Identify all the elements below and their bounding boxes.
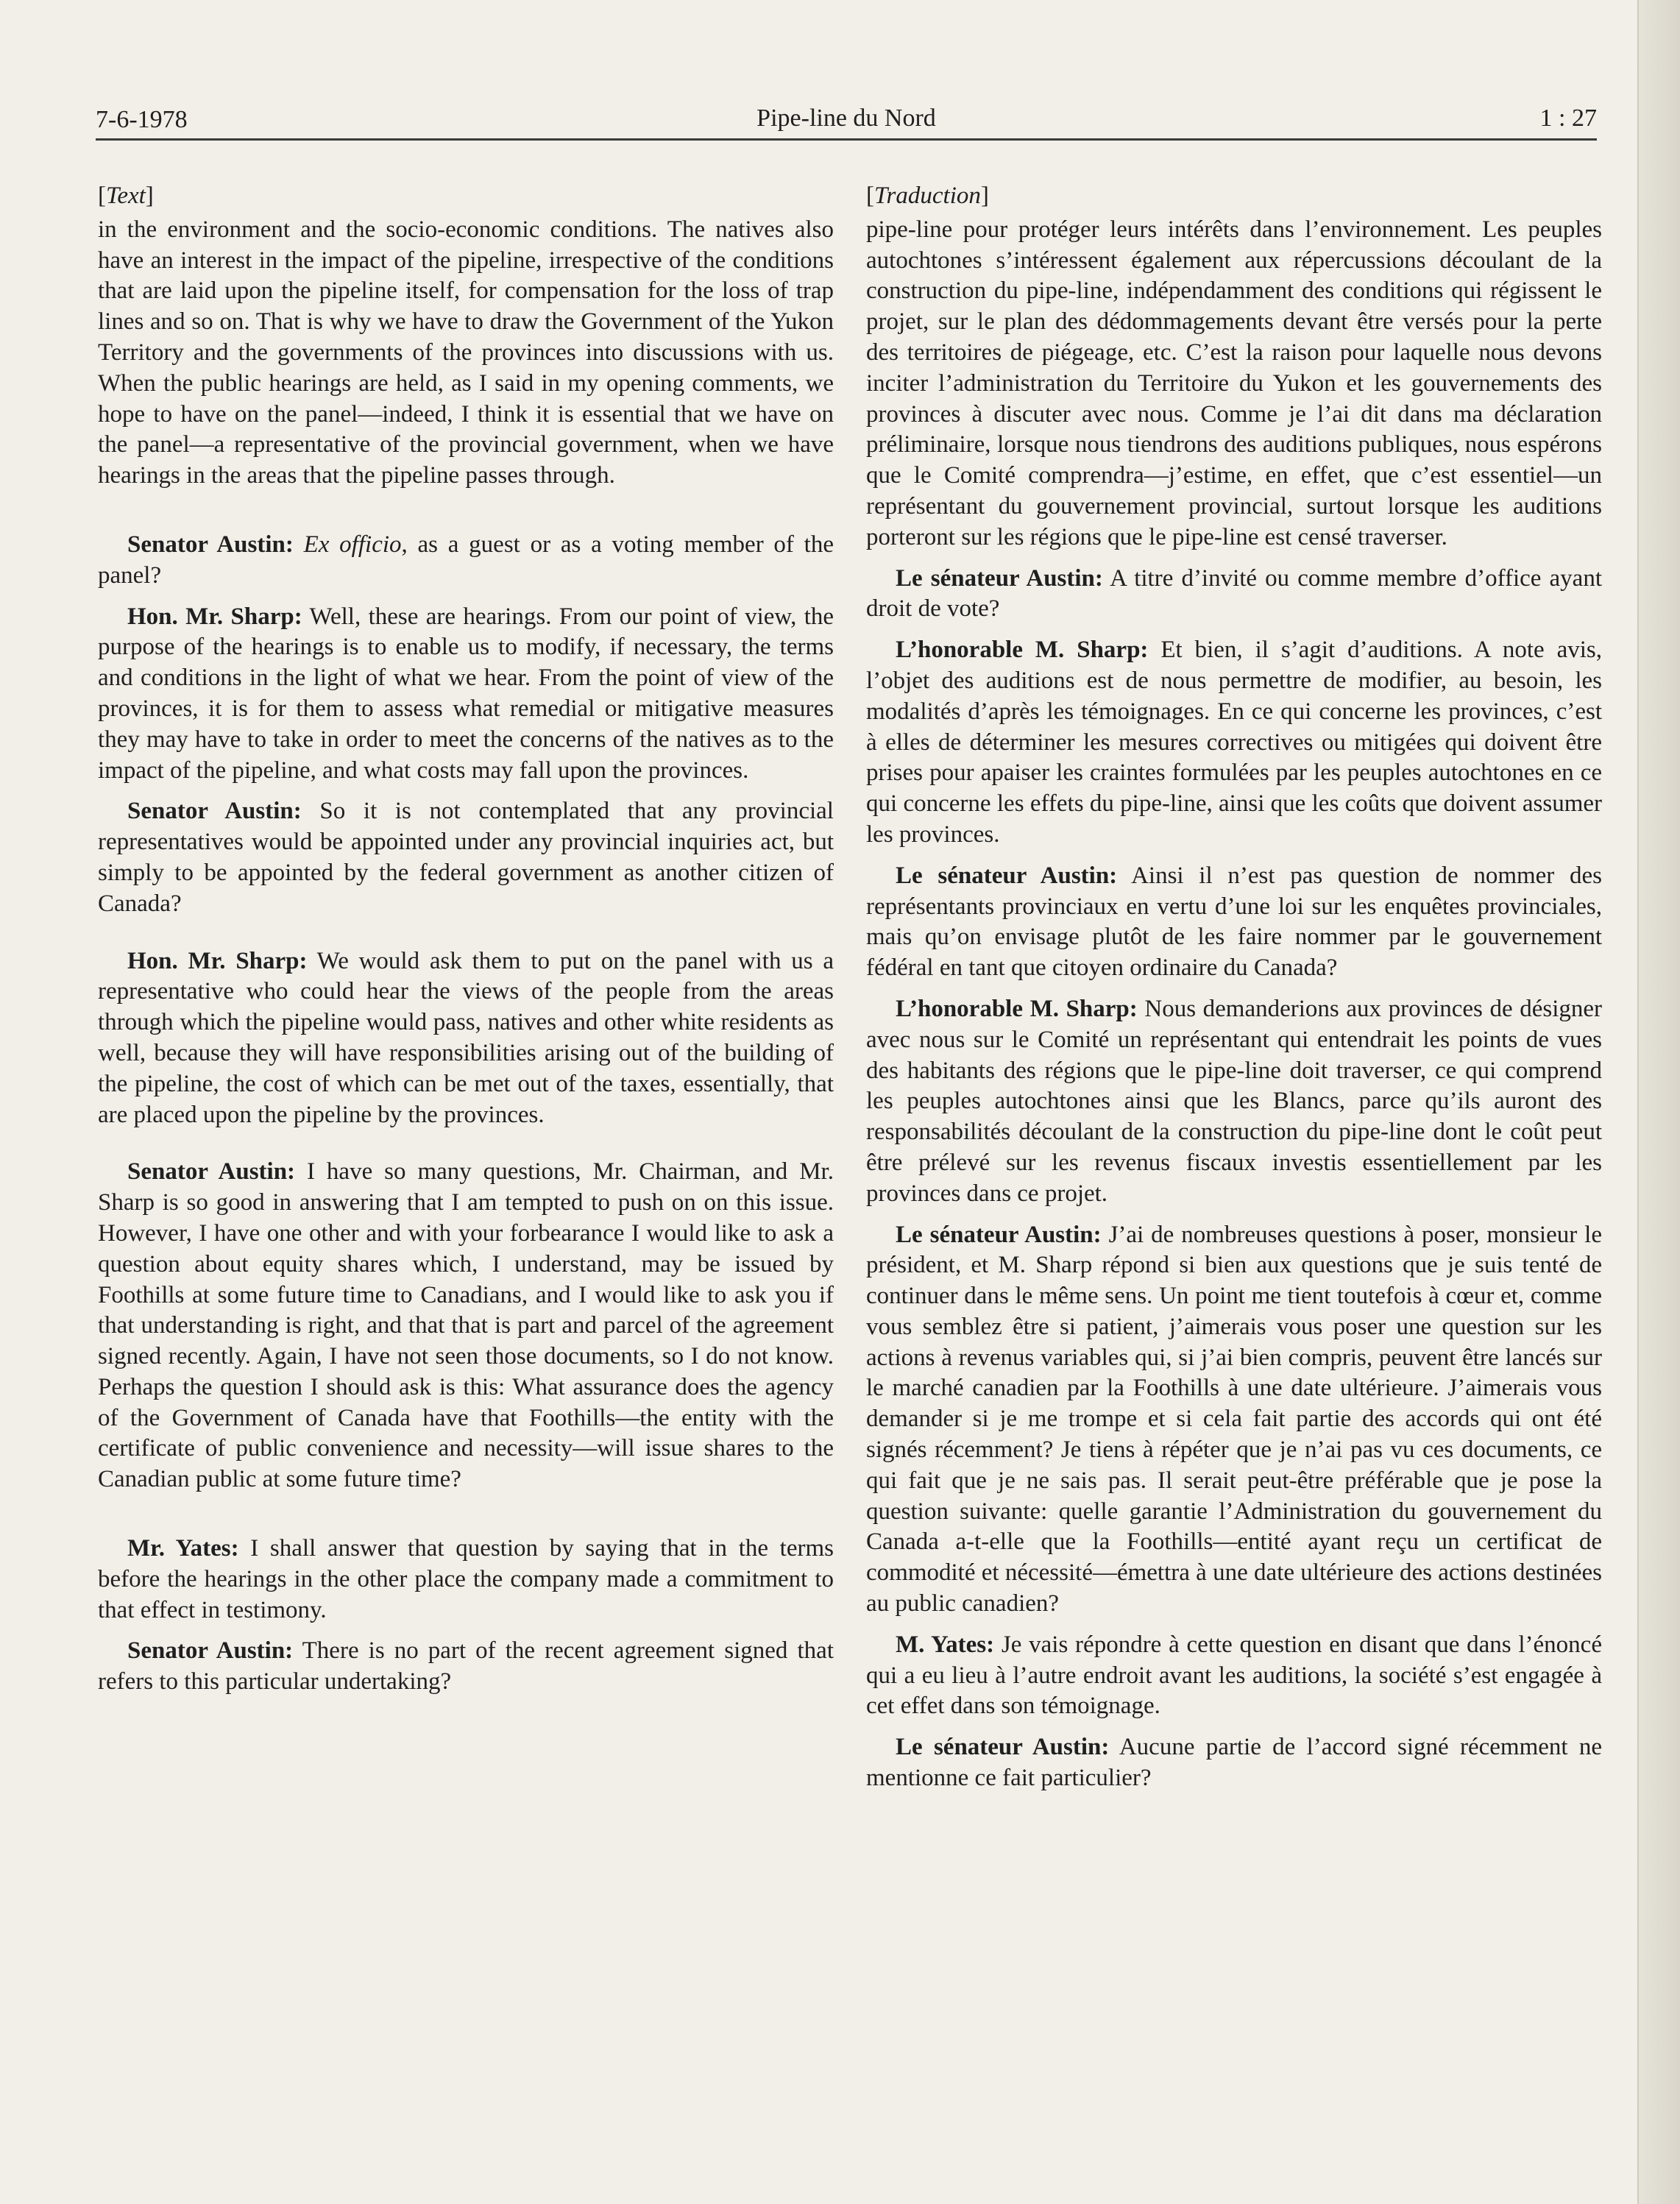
speaker-name: Senator Austin:: [127, 798, 302, 825]
speaker-name: Senator Austin:: [127, 1637, 294, 1665]
speech-paragraph: Le sénateur Austin: Aucune partie de l’accord signé récemment ne mentionne ce fait particulier?: [866, 1734, 1603, 1792]
english-column: [98, 181, 834, 1708]
header-date: 7-6-1978: [96, 106, 188, 133]
page-edge: [1637, 0, 1680, 2204]
column-label-traduction: [Traduction]: [866, 183, 989, 209]
header-page-number: 1 : 27: [1539, 104, 1597, 132]
page-header: [96, 102, 1597, 141]
speech-paragraph: Le sénateur Austin: A titre d’invité ou comme membre d’office ayant droit de vote?: [866, 564, 1602, 623]
speaker-name: Hon. Mr. Sharp:: [127, 947, 308, 974]
speaker-name: Le sénateur Austin:: [896, 1221, 1102, 1248]
speaker-name: Hon. Mr. Sharp:: [127, 603, 302, 630]
speech-paragraph: Hon. Mr. Sharp: We would ask them to put on the panel with us a representative who could hear the views of the people from the areas through which the pipeline would pass, natives and other white residents as well, because they will have responsibilities arising out of the building of the pipeline, the cost of which can be met out of the taxes, essentially, that are placed upon the pipeline by the provinces.: [98, 947, 834, 1128]
speech-paragraph: Senator Austin: So it is not contemplated that any provincial representatives would be appointed under any provincial inquiries act, but simply to be appointed by the federal government as another citizen of Canada?: [98, 798, 834, 917]
speaker-name: Senator Austin:: [127, 1158, 296, 1186]
speaker-name: M. Yates:: [896, 1631, 995, 1658]
speaker-name: Le sénateur Austin:: [896, 1734, 1110, 1761]
speech-paragraph: Senator Austin: Ex officio, as a guest or as a voting member of the panel?: [98, 531, 834, 589]
intro-paragraph: in the environment and the socio-economic conditions. The natives also have an interest in the impact of the pipeline, irrespective of the conditions that are laid upon the pipeline itself, for compensation for the loss of trap lines and so on. That is why we have to draw the Government of the Yukon Territory and the governments of the provinces into discussions with us. When the public hearings are held, as I said in my opening comments, we hope to have on the panel—indeed, I think it is essential that we have on the panel—a representative of the provincial government, when we have hearings in the areas that the pipeline passes through.: [98, 216, 834, 489]
speaker-name: L’honorable M. Sharp:: [896, 637, 1149, 664]
speech-paragraph: L’honorable M. Sharp: Nous demanderions aux provinces de désigner avec nous sur le Comité un représentant qui entendrait les points de vues des habitants des régions que le pipe-line doit traverser, ce qui comprend les peuples autochtones ainsi que les Blancs, parce qu’ils auront des responsabilités découlant de la construction du pipe-line dont le coût peut être prélevé sur les revenus fiscaux investis essentiellement par les provinces dans ce projet.: [866, 995, 1602, 1207]
speech-paragraph: Le sénateur Austin: Ainsi il n’est pas question de nommer des représentants provinciaux en vertu d’une loi sur les enquêtes provinciales, mais qu’on envisage plutôt de les faire nommer par le gouvernement fédéral en tant que citoyen ordinaire du Canada?: [866, 862, 1602, 982]
speaker-name: Senator Austin:: [127, 531, 294, 558]
speech-paragraph: Le sénateur Austin: J’ai de nombreuses questions à poser, monsieur le président, et M. Sharp répond si bien aux questions que je suis tenté de continuer dans le même sens. Un point me tient toutefois à cœur et, comme vous semblez être si patient, j’aimerais vous poser une question sur les actions à revenus variables qui, si j’ai bien compris, peuvent être lancés sur le marché canadien par la Foothills à une date ultérieure. J’aimerais vous demander si je me trompe et si cela fait partie des accords qui ont été signés récemment? Je tiens à répéter que je n’ai pas vu ces documents, ce qui fait que je ne sais pas. Il serait peut-être préférable que je pose la question suivante: quelle garantie l’Administration du gouvernement du Canada a-t-elle que la Foothills—entité ayant reçu un certificat de commodité et nécessité—émettra à une date ultérieure des actions destinées au public canadien?: [866, 1221, 1602, 1617]
speaker-name: Le sénateur Austin:: [896, 564, 1103, 592]
speaker-name: L’honorable M. Sharp:: [896, 995, 1138, 1022]
speaker-name: Mr. Yates:: [127, 1535, 239, 1562]
speech-paragraph: M. Yates: Je vais répondre à cette question en disant que dans l’énoncé qui a eu lieu à l’autre endroit avant les auditions, la société s’est engagée à cet effet dans son témoignage.: [866, 1631, 1602, 1720]
intro-paragraph: pipe-line pour protéger leurs intérêts dans l’environnement. Les peuples autochtones s’intéressent également aux répercussions découlant de la construction du pipe-line, indépendamment des conditions qui régissent le projet, sur le plan des dédommagements devant être versés pour la perte des territoires de piégeage, etc. C’est la raison pour laquelle nous devons inciter l’administration du Territoire du Yukon et les gouvernements des provinces à discuter avec nous. Comme je l’ai dit dans ma déclaration préliminaire, lorsque nous tiendrons des auditions publiques, nous espérons que le Comité comprendra—j’estime, en effet, que c’est essentiel—un représentant du gouvernement provincial, surtout lorsque les auditions porteront sur les régions que le pipe-line est censé traverser.: [866, 216, 1602, 550]
speech-paragraph: Senator Austin: I have so many questions, Mr. Chairman, and Mr. Sharp is so good in answering that I am tempted to push on on this issue. However, I have one other and with your forbearance I would like to ask a question about equity shares which, I understand, may be issued by Foothills at some future time to Canadians, and I would like to ask you if that understanding is right, and that that is part and parcel of the agreement signed recently. Again, I have not seen those documents, so I do not know. Perhaps the question I should ask is this: What assurance does the agency of the Government of Canada have that Foothills—the entity with the certificate of public convenience and necessity—will issue shares to the Canadian public at some future time?: [98, 1158, 834, 1493]
speech-paragraph: L’honorable M. Sharp: Et bien, il s’agit d’auditions. A note avis, l’objet des auditions est de nous permettre de modifier, au besoin, les modalités d’après les témoignages. En ce qui concerne les provinces, c’est à elles de déterminer les mesures correctives ou mitigées qui doivent être prises pour apaiser les craintes formulées par les peuples autochtones en ce qui concerne les effets du pipe-line, ainsi que les coûts que doivent assumer les provinces.: [866, 637, 1602, 848]
italic-term: Ex officio: [303, 531, 402, 558]
column-label-text: [Text]: [98, 183, 154, 209]
speech-paragraph: Hon. Mr. Sharp: Well, these are hearings. From our point of view, the purpose of the hearings is to enable us to modify, if necessary, the terms and conditions in the light of what we hear. From the point of view of the provinces, it is for them to assess what remedial or mitigative measures they may have to take in order to meet the concerns of the natives as to the impact of the pipeline, and what costs may fall upon the provinces.: [98, 603, 834, 784]
french-column: [866, 181, 1602, 1804]
speech-paragraph: Senator Austin: There is no part of the recent agreement signed that refers to this particular undertaking?: [98, 1637, 834, 1695]
speech-paragraph: Mr. Yates: I shall answer that question by saying that in the terms before the hearings in the other place the company made a commitment to that effect in testimony.: [98, 1535, 834, 1623]
header-title: Pipe-line du Nord: [756, 104, 936, 132]
speaker-name: Le sénateur Austin:: [896, 862, 1118, 889]
